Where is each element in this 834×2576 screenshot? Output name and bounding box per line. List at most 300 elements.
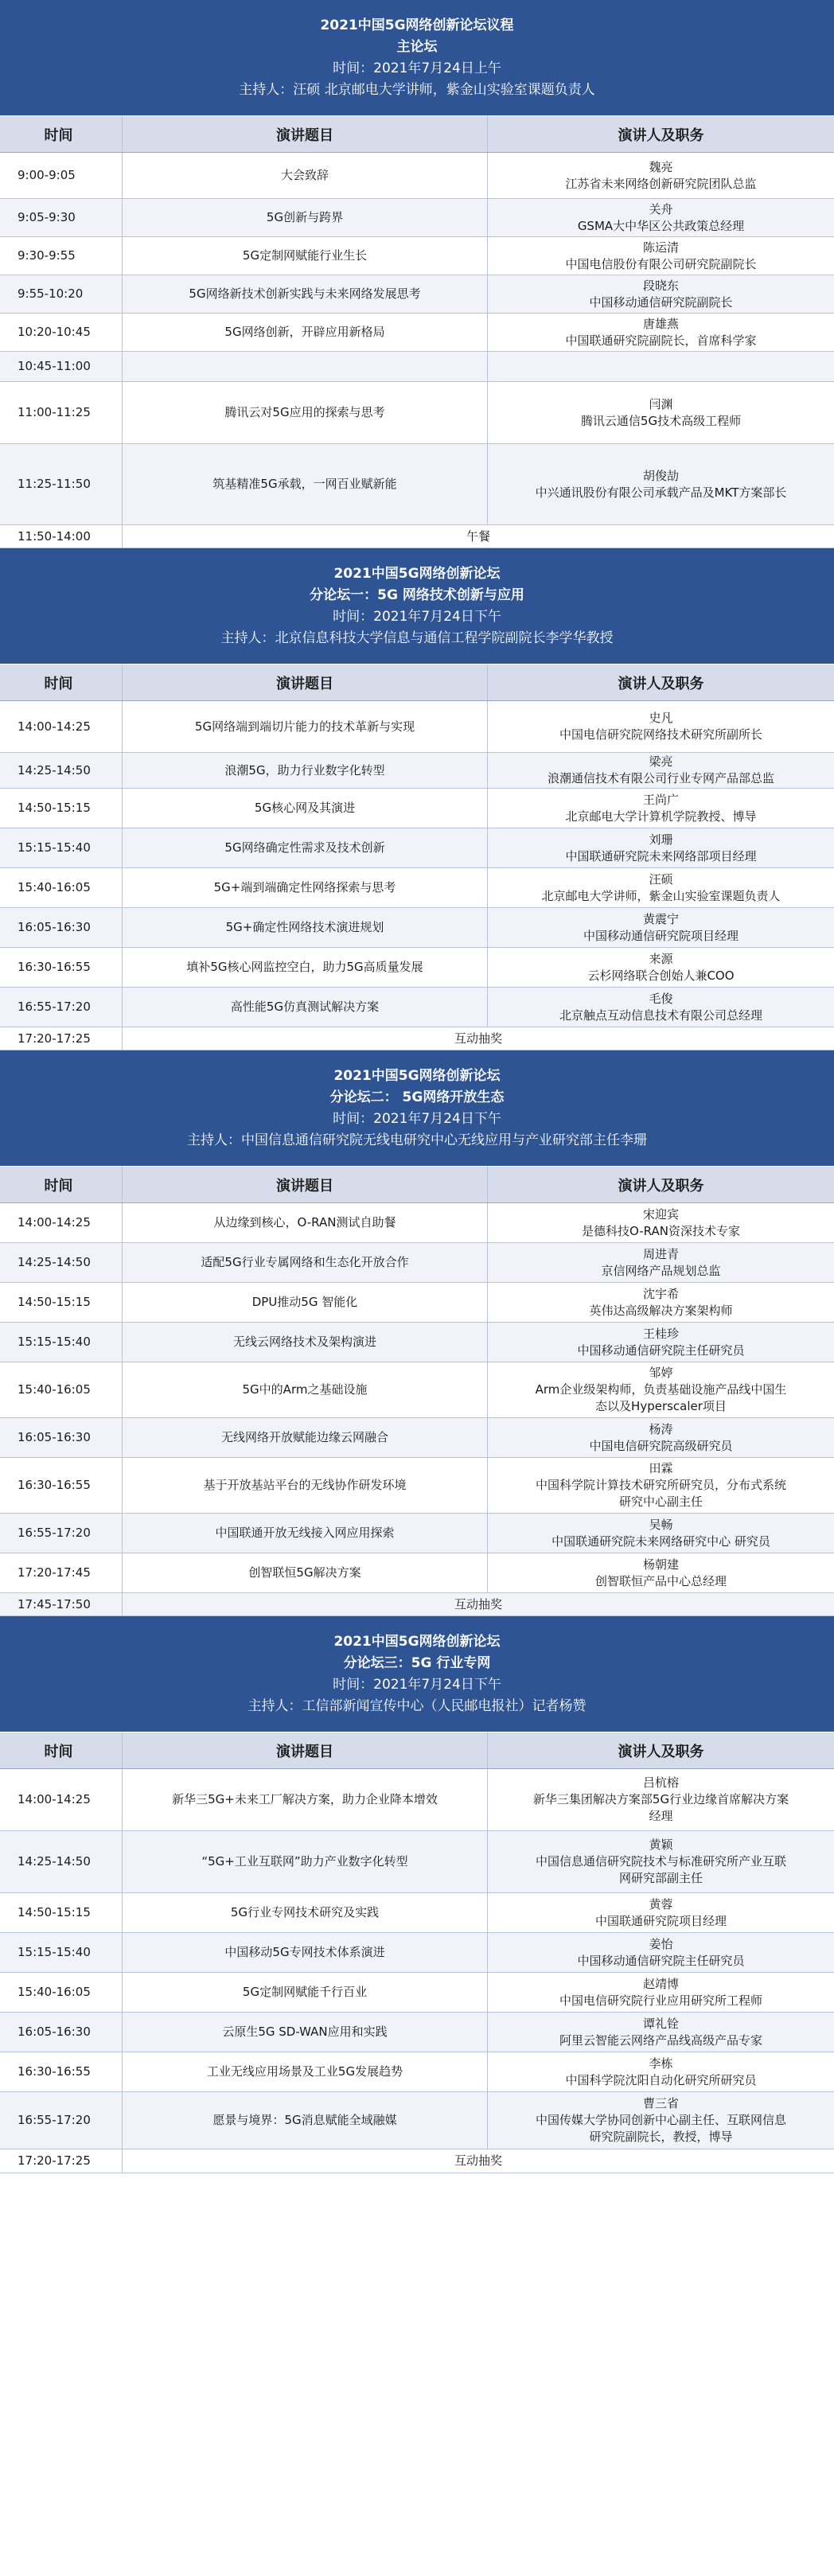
time-slot: 11:25-11:50: [18, 477, 91, 491]
break-label: 互动抽奖: [454, 1596, 502, 1611]
table-row: [0, 1362, 834, 1418]
agenda-section: [0, 1616, 834, 2173]
speaker-name: 胡俊劼: [642, 468, 679, 483]
time-cell: [0, 789, 123, 828]
column-header-time-label: 时间: [44, 675, 73, 692]
session-title: 分论坛二： 5G网络开放生态: [329, 1089, 505, 1105]
time-cell: [0, 2013, 123, 2052]
column-header-time: [0, 664, 123, 700]
time-cell: [0, 1283, 123, 1322]
speaker-position: 北京邮电大学讲师，紫金山实验室课题负责人: [541, 888, 781, 903]
speaker-position: 浪潮通信技术有限公司行业专网产品部总监: [547, 771, 774, 785]
speaker-cell: [488, 2013, 834, 2052]
speaker-position: 中国电信研究院网络技术研究所副所长: [559, 727, 762, 742]
talk-title: 5G定制网赋能千行百业: [242, 1985, 368, 1999]
talk-title: 5G行业专网技术研究及实践: [230, 1905, 380, 1919]
time-slot: 11:50-14:00: [18, 528, 91, 544]
column-header-time-label: 时间: [44, 1743, 73, 1760]
section-header: [0, 548, 834, 664]
time-cell: [0, 868, 123, 907]
speaker-name: 来源: [649, 951, 673, 966]
time-slot: 17:20-17:25: [18, 2153, 91, 2168]
time-cell: [0, 1418, 123, 1457]
table-row: [0, 948, 834, 988]
column-header-speaker-label: 演讲人及职务: [618, 1743, 704, 1760]
speaker-name: 赵靖博: [642, 1976, 679, 1991]
table-row: [0, 444, 834, 525]
talk-title: 浪潮5G，助力行业数字化转型: [224, 762, 385, 777]
column-header-row: [0, 664, 834, 701]
time-slot: 14:50-15:15: [18, 801, 91, 815]
column-header-time: [0, 1732, 123, 1768]
time-slot: 15:15-15:40: [18, 1335, 91, 1349]
topic-cell: [123, 1893, 488, 1932]
time-cell: [0, 2092, 123, 2149]
speaker-position: 研究中心副主任: [618, 1495, 703, 1509]
table-row: [0, 1769, 834, 1831]
speaker-cell: [488, 314, 834, 351]
time-cell: [0, 1893, 123, 1932]
speaker-name: 曹三省: [642, 2096, 679, 2110]
topic-cell: [123, 382, 488, 443]
time-cell: [0, 701, 123, 752]
topic-cell: [123, 828, 488, 867]
topic-cell: [123, 988, 488, 1027]
session-time: 时间：2021年7月24日上午: [333, 60, 501, 76]
talk-title: 筑基精准5G承载，一网百业赋新能: [212, 477, 397, 491]
time-cell: [0, 1593, 123, 1615]
topic-cell: [123, 1458, 488, 1513]
topic-cell: [123, 2013, 488, 2052]
time-cell: [0, 1769, 123, 1830]
talk-title: 基于开放基站平台的无线协作研发环境: [203, 1478, 407, 1492]
talk-title: 5G网络新技术创新实践与未来网络发展思考: [189, 286, 421, 301]
session-host: 主持人：北京信息科技大学信息与通信工程学院副院长李学华教授: [220, 629, 614, 646]
speaker-cell: [488, 753, 834, 788]
talk-title: 5G中的Arm之基础设施: [242, 1382, 368, 1397]
time-cell: [0, 1243, 123, 1282]
topic-cell: [123, 1831, 488, 1892]
speaker-position: Arm企业级架构师，负责基础设施产品线中国生: [535, 1382, 787, 1397]
speaker-cell: [488, 153, 834, 198]
time-cell: [0, 199, 123, 236]
time-cell: [0, 525, 123, 548]
column-header-topic: [123, 1167, 488, 1202]
time-slot: 9:05-9:30: [18, 210, 76, 224]
session-time: 时间：2021年7月24日下午: [333, 1110, 501, 1127]
speaker-name: 吕杭榕: [642, 1775, 679, 1790]
speaker-position: 中国移动通信研究院副院长: [589, 294, 733, 310]
time-cell: [0, 1973, 123, 2012]
table-row: [0, 275, 834, 314]
speaker-position: 中国联通研究院副院长，首席科学家: [565, 333, 757, 348]
time-slot: 14:25-14:50: [18, 1854, 91, 1869]
time-cell: [0, 2052, 123, 2091]
table-row: [0, 1203, 834, 1243]
speaker-cell: [488, 828, 834, 867]
topic-cell: [123, 314, 488, 351]
speaker-position: 英伟达高级解决方案架构师: [589, 1303, 733, 1318]
table-row: [0, 314, 834, 352]
speaker-cell: [488, 1362, 834, 1417]
talk-title: 无线网络开放赋能边缘云网融合: [220, 1430, 388, 1444]
time-slot: 17:45-17:50: [18, 1596, 91, 1611]
speaker-cell: [488, 908, 834, 947]
forum-title: 2021中国5G网络创新论坛: [333, 565, 501, 582]
speaker-name: 关舟: [649, 201, 673, 216]
time-cell: [0, 1027, 123, 1050]
time-slot: 16:55-17:20: [18, 1526, 91, 1540]
speaker-position: 中国科学院计算技术研究所研究员，分布式系统: [535, 1478, 786, 1492]
topic-cell: [123, 1362, 488, 1417]
talk-title: 云原生5G SD-WAN应用和实践: [222, 2025, 388, 2039]
speaker-cell: [488, 1323, 834, 1362]
speaker-position: 阿里云智能云网络产品线高级产品专家: [559, 2032, 762, 2048]
topic-cell: [123, 1323, 488, 1362]
speaker-name: 陈运清: [642, 240, 679, 255]
column-header-speaker: [488, 1732, 834, 1768]
speaker-name: 杨涛: [649, 1421, 673, 1436]
time-slot: 16:30-16:55: [18, 960, 91, 974]
break-cell: [123, 525, 834, 548]
session-time: 时间：2021年7月24日下午: [333, 1676, 501, 1693]
column-header-time: [0, 116, 123, 152]
speaker-cell: [488, 2092, 834, 2149]
agenda-section: [0, 0, 834, 548]
time-slot: 15:40-16:05: [18, 1985, 91, 1999]
time-slot: 17:20-17:45: [18, 1565, 91, 1580]
talk-title: 填补5G核心网监控空白，助力5G高质量发展: [186, 960, 423, 974]
speaker-cell: [488, 1458, 834, 1513]
time-cell: [0, 1514, 123, 1553]
speaker-name: 魏亮: [649, 159, 673, 174]
speaker-cell: [488, 237, 834, 275]
topic-cell: [123, 1243, 488, 1282]
time-slot: 9:30-9:55: [18, 248, 76, 263]
table-row: [0, 1514, 834, 1553]
speaker-cell: [488, 444, 834, 524]
talk-title: 5G网络端到端切片能力的技术革新与实现: [194, 719, 415, 734]
table-row: [0, 199, 834, 237]
forum-title: 2021中国5G网络创新论坛: [333, 1067, 501, 1084]
time-cell: [0, 908, 123, 947]
topic-cell: [123, 1514, 488, 1553]
speaker-cell: [488, 199, 834, 236]
column-header-topic-label: 演讲题目: [276, 127, 333, 144]
topic-cell: [123, 2052, 488, 2091]
table-row: [0, 868, 834, 908]
speaker-name: 杨朝建: [642, 1557, 679, 1572]
speaker-name: 闫渊: [649, 396, 673, 411]
topic-cell: [123, 1769, 488, 1830]
speaker-name: 黄震宁: [642, 911, 679, 926]
time-slot: 10:20-10:45: [18, 325, 91, 339]
column-header-time: [0, 1167, 123, 1202]
speaker-name: 邹婷: [649, 1366, 673, 1380]
table-row: [0, 2149, 834, 2173]
column-header-topic: [123, 116, 488, 152]
table-row: [0, 237, 834, 275]
time-slot: 15:15-15:40: [18, 840, 91, 855]
topic-cell: [123, 789, 488, 828]
speaker-position: 中国电信研究院行业应用研究所工程师: [559, 1993, 762, 2008]
session-host: 主持人：汪硕 北京邮电大学讲师，紫金山实验室课题负责人: [239, 81, 595, 98]
break-label: 互动抽奖: [454, 2153, 502, 2168]
column-header-time-label: 时间: [44, 127, 73, 144]
time-cell: [0, 988, 123, 1027]
time-slot: 14:25-14:50: [18, 1255, 91, 1269]
speaker-name: 周进青: [642, 1246, 679, 1261]
speaker-name: 汪硕: [649, 871, 673, 887]
time-slot: 16:05-16:30: [18, 920, 91, 934]
time-slot: 16:05-16:30: [18, 2025, 91, 2039]
speaker-cell: [488, 1283, 834, 1322]
speaker-position: GSMA大中华区公共政策总经理: [577, 218, 745, 233]
speaker-cell: [488, 988, 834, 1027]
table-row: [0, 908, 834, 948]
topic-cell: [123, 868, 488, 907]
time-slot: 14:00-14:25: [18, 1792, 91, 1806]
table-row: [0, 153, 834, 199]
table-row: [0, 1418, 834, 1458]
speaker-position: 网研究部副主任: [618, 1871, 703, 1885]
speaker-name: 刘珊: [649, 832, 673, 847]
talk-title: 从边缘到核心，O-RAN测试自助餐: [213, 1215, 396, 1230]
topic-cell: [123, 275, 488, 313]
speaker-cell: [488, 1553, 834, 1592]
speaker-position: 中国传媒大学协同创新中心副主任、互联网信息: [535, 2113, 786, 2127]
talk-title: 5G创新与跨界: [266, 210, 344, 224]
speaker-name: 沈宇希: [642, 1286, 679, 1301]
speaker-position: 经理: [649, 1809, 673, 1823]
speaker-name: 李栋: [649, 2056, 673, 2071]
time-slot: 10:45-11:00: [18, 359, 91, 373]
time-cell: [0, 1933, 123, 1972]
time-slot: 16:30-16:55: [18, 1478, 91, 1492]
topic-cell: [123, 352, 488, 381]
talk-title: 大会致辞: [280, 168, 329, 182]
speaker-position: 北京邮电大学计算机学院教授、博导: [565, 809, 757, 824]
speaker-position: 新华三集团解决方案部5G行业边缘首席解决方案: [532, 1792, 789, 1806]
topic-cell: [123, 908, 488, 947]
speaker-cell: [488, 275, 834, 313]
talk-title: 5G核心网及其演进: [254, 801, 356, 815]
column-header-speaker: [488, 664, 834, 700]
speaker-name: 吴畅: [649, 1517, 673, 1532]
table-row: [0, 2092, 834, 2149]
break-cell: [123, 1027, 834, 1050]
time-slot: 16:55-17:20: [18, 1000, 91, 1014]
time-cell: [0, 314, 123, 351]
talk-title: 新华三5G+未来工厂解决方案，助力企业降本增效: [172, 1792, 438, 1806]
speaker-name: 王桂珍: [642, 1326, 679, 1341]
section-header: [0, 1616, 834, 1732]
speaker-position: 中国科学院沈阳自动化研究所研究员: [565, 2072, 757, 2087]
agenda-section: [0, 1050, 834, 1616]
table-row: [0, 753, 834, 789]
column-header-topic-label: 演讲题目: [276, 1177, 333, 1194]
column-header-row: [0, 116, 834, 153]
speaker-name: 宋迎宾: [642, 1206, 679, 1222]
time-slot: 16:55-17:20: [18, 2113, 91, 2127]
table-row: [0, 1973, 834, 2013]
time-cell: [0, 1203, 123, 1242]
speaker-position: 中国移动通信研究院主任研究员: [577, 1343, 745, 1358]
time-cell: [0, 828, 123, 867]
time-slot: 9:55-10:20: [18, 286, 84, 301]
column-header-topic-label: 演讲题目: [276, 675, 333, 692]
speaker-name: 田霖: [649, 1461, 673, 1475]
topic-cell: [123, 1553, 488, 1592]
time-slot: 16:30-16:55: [18, 2064, 91, 2079]
session-time: 时间：2021年7月24日下午: [333, 608, 501, 625]
speaker-cell: [488, 1418, 834, 1457]
speaker-name: 唐雄燕: [642, 316, 679, 331]
speaker-cell: [488, 382, 834, 443]
time-cell: [0, 1831, 123, 1892]
break-cell: [123, 1593, 834, 1615]
speaker-cell: [488, 1933, 834, 1972]
talk-title: 适配5G行业专属网络和生态化开放合作: [201, 1255, 409, 1269]
table-row: [0, 1027, 834, 1050]
speaker-position: 研究院副院长，教授，博导: [589, 2130, 733, 2144]
time-slot: 14:50-15:15: [18, 1295, 91, 1309]
time-cell: [0, 1323, 123, 1362]
time-cell: [0, 1553, 123, 1592]
speaker-position: 中国电信研究院高级研究员: [589, 1438, 733, 1453]
talk-title: 中国移动5G专网技术体系演进: [224, 1945, 385, 1959]
topic-cell: [123, 1283, 488, 1322]
break-label: 午餐: [466, 528, 490, 544]
time-cell: [0, 2149, 123, 2173]
column-header-topic-label: 演讲题目: [276, 1743, 333, 1760]
talk-title: 工业无线应用场景及工业5G发展趋势: [206, 2064, 403, 2079]
time-slot: 15:40-16:05: [18, 880, 91, 894]
speaker-cell: [488, 1243, 834, 1282]
topic-cell: [123, 948, 488, 987]
table-row: [0, 1323, 834, 1362]
session-host: 主持人：中国信息通信研究院无线电研究中心无线应用与产业研究部主任李珊: [187, 1132, 647, 1148]
time-slot: 17:20-17:25: [18, 1031, 91, 1046]
time-slot: 11:00-11:25: [18, 405, 91, 419]
table-row: [0, 1593, 834, 1616]
speaker-cell: [488, 1893, 834, 1932]
time-cell: [0, 1458, 123, 1513]
table-row: [0, 352, 834, 382]
table-row: [0, 1933, 834, 1973]
talk-title: 5G+确定性网络技术演进规划: [225, 920, 384, 934]
column-header-speaker-label: 演讲人及职务: [618, 675, 704, 692]
speaker-position: 中国信息通信研究院技术与标准研究所产业互联: [535, 1854, 786, 1869]
talk-title: DPU推动5G 智能化: [251, 1295, 358, 1309]
break-label: 互动抽奖: [454, 1031, 502, 1046]
table-row: [0, 1243, 834, 1283]
talk-title: 高性能5G仿真测试解决方案: [230, 1000, 380, 1014]
forum-title: 2021中国5G网络创新论坛议程: [320, 17, 514, 33]
speaker-name: 毛俊: [649, 991, 673, 1006]
topic-cell: [123, 1933, 488, 1972]
time-slot: 14:25-14:50: [18, 762, 91, 777]
time-cell: [0, 948, 123, 987]
table-row: [0, 988, 834, 1027]
speaker-position: 腾讯云通信5G技术高级工程师: [580, 413, 742, 428]
speaker-position: 是德科技O-RAN资深技术专家: [582, 1223, 740, 1238]
time-slot: 15:40-16:05: [18, 1382, 91, 1397]
talk-title: 5G定制网赋能行业生长: [242, 248, 368, 263]
speaker-position: 中国联通研究院项目经理: [594, 1913, 727, 1928]
talk-title: 中国联通开放无线接入网应用探索: [215, 1526, 395, 1540]
table-row: [0, 701, 834, 753]
section-header: [0, 1050, 834, 1167]
talk-title: “5G+工业互联网”助力产业数字化转型: [201, 1854, 408, 1869]
time-cell: [0, 444, 123, 524]
speaker-name: 史凡: [649, 711, 673, 725]
speaker-cell: [488, 868, 834, 907]
column-header-speaker: [488, 116, 834, 152]
session-title: 分论坛一：5G 网络技术创新与应用: [310, 587, 524, 603]
table-row: [0, 1831, 834, 1893]
speaker-position: 创智联恒产品中心总经理: [594, 1573, 727, 1588]
topic-cell: [123, 199, 488, 236]
speaker-cell: [488, 1769, 834, 1830]
time-cell: [0, 275, 123, 313]
speaker-position: 中国移动通信研究院项目经理: [583, 928, 739, 943]
time-slot: 14:50-15:15: [18, 1905, 91, 1919]
time-cell: [0, 1362, 123, 1417]
table-row: [0, 525, 834, 548]
column-header-topic: [123, 1732, 488, 1768]
agenda-section: [0, 548, 834, 1050]
talk-title: 无线云网络技术及架构演进: [232, 1335, 376, 1349]
speaker-cell: [488, 948, 834, 987]
topic-cell: [123, 2092, 488, 2149]
speaker-cell: [488, 352, 834, 381]
table-row: [0, 2013, 834, 2052]
topic-cell: [123, 1203, 488, 1242]
speaker-cell: [488, 789, 834, 828]
table-row: [0, 2052, 834, 2092]
speaker-name: 梁亮: [649, 754, 673, 769]
topic-cell: [123, 237, 488, 275]
time-slot: 16:05-16:30: [18, 1430, 91, 1444]
forum-title: 2021中国5G网络创新论坛: [333, 1633, 501, 1650]
session-title: 分论坛三：5G 行业专网: [343, 1654, 491, 1671]
speaker-position: 江苏省未来网络创新研究院团队总监: [565, 176, 757, 191]
speaker-name: 谭礼铨: [642, 2016, 679, 2031]
speaker-position: 中国电信股份有限公司研究院副院长: [565, 256, 757, 271]
talk-title: 5G+端到端确定性网络探索与思考: [213, 880, 396, 894]
speaker-cell: [488, 1203, 834, 1242]
talk-title: 5G网络创新，开辟应用新格局: [224, 325, 385, 339]
talk-title: 腾讯云对5G应用的探索与思考: [224, 405, 385, 419]
time-slot: 15:15-15:40: [18, 1945, 91, 1959]
topic-cell: [123, 701, 488, 752]
table-row: [0, 1283, 834, 1323]
speaker-position: 云杉网络联合创始人兼COO: [587, 968, 735, 983]
speaker-position: 中国移动通信研究院主任研究员: [577, 1953, 745, 1968]
time-cell: [0, 237, 123, 275]
speaker-position: 中国联通研究院未来网络部项目经理: [565, 848, 757, 863]
time-cell: [0, 382, 123, 443]
speaker-name: 段晓东: [642, 278, 679, 293]
column-header-speaker-label: 演讲人及职务: [618, 1177, 704, 1194]
topic-cell: [123, 1973, 488, 2012]
speaker-cell: [488, 1831, 834, 1892]
talk-title: 创智联恒5G解决方案: [248, 1565, 361, 1580]
talk-title: 愿景与境界：5G消息赋能全域融媒: [212, 2113, 397, 2127]
break-cell: [123, 2149, 834, 2173]
time-slot: 9:00-9:05: [18, 168, 76, 182]
